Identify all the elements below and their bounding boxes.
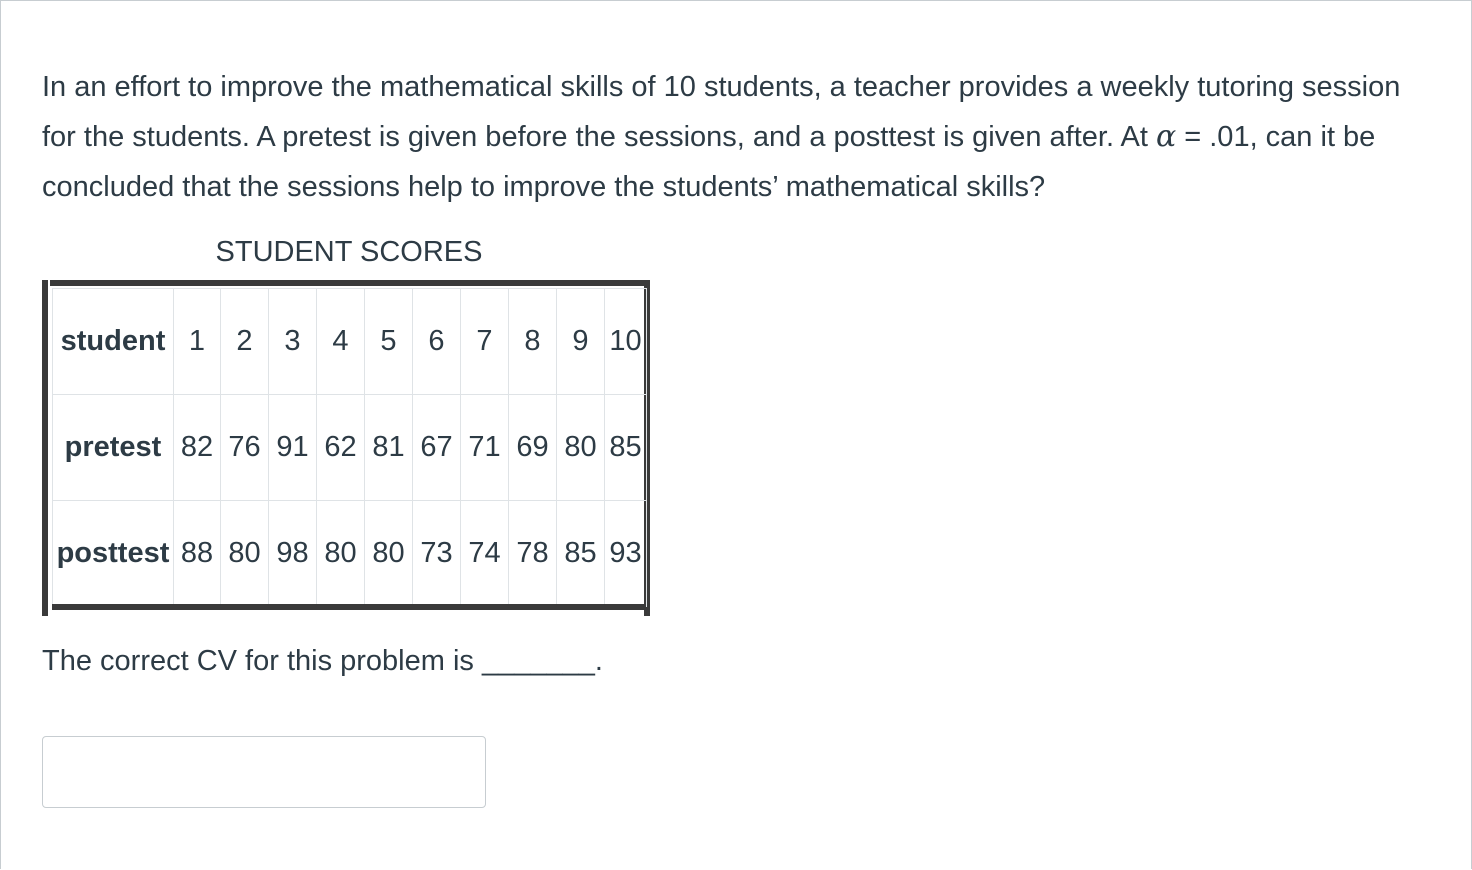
alpha-symbol: α	[1155, 119, 1177, 154]
scores-table	[52, 288, 647, 607]
table-cell: 78	[509, 501, 557, 607]
table-cell: 71	[461, 395, 509, 501]
question-part1: In an effort to improve the mathematical skills of 10 students, a teacher provides a weekly tutoring session for the students. A pretest is given before the sessions, and a posttest is given after. At	[42, 71, 1401, 153]
table-cell: 3	[269, 289, 317, 395]
table-cell: 62	[317, 395, 365, 501]
table-cell: 2	[221, 289, 269, 395]
table-cell: 10	[605, 289, 647, 395]
cv-prompt: The correct CV for this problem is _______.	[42, 645, 603, 677]
table-cell: 73	[413, 501, 461, 607]
table-cell: 8	[509, 289, 557, 395]
table-cell: 74	[461, 501, 509, 607]
table-cell: 5	[365, 289, 413, 395]
table-cell: 91	[269, 395, 317, 501]
row-label: student	[53, 289, 174, 395]
table-border-left	[42, 280, 48, 616]
table-cell: 98	[269, 501, 317, 607]
table-caption: STUDENT SCORES	[215, 236, 483, 268]
table-cell: 85	[557, 501, 605, 607]
table-cell: 1	[174, 289, 221, 395]
table-cell: 9	[557, 289, 605, 395]
table-cell: 81	[365, 395, 413, 501]
table-cell: 6	[413, 289, 461, 395]
table-row	[53, 395, 647, 501]
row-label: pretest	[53, 395, 174, 501]
table-cell: 80	[365, 501, 413, 607]
answer-input[interactable]	[42, 736, 486, 808]
table-cell: 4	[317, 289, 365, 395]
table-row	[53, 501, 647, 607]
question-text	[42, 62, 1432, 212]
table-cell: 7	[461, 289, 509, 395]
table-cell: 93	[605, 501, 647, 607]
table-cell: 82	[174, 395, 221, 501]
table-cell: 80	[221, 501, 269, 607]
row-label: posttest	[53, 501, 174, 607]
scores-table-wrapper	[42, 280, 650, 616]
table-border-top	[50, 280, 650, 286]
table-cell: 67	[413, 395, 461, 501]
table-cell: 88	[174, 501, 221, 607]
table-cell: 80	[317, 501, 365, 607]
table-cell: 85	[605, 395, 647, 501]
question-part2: = .01, can it be concluded that the sessions help to improve the students’ mathematical skills?	[42, 121, 1376, 203]
table-border-bottom	[52, 604, 646, 610]
table-cell: 69	[509, 395, 557, 501]
table-cell: 80	[557, 395, 605, 501]
table-cell: 76	[221, 395, 269, 501]
table-row	[53, 289, 647, 395]
